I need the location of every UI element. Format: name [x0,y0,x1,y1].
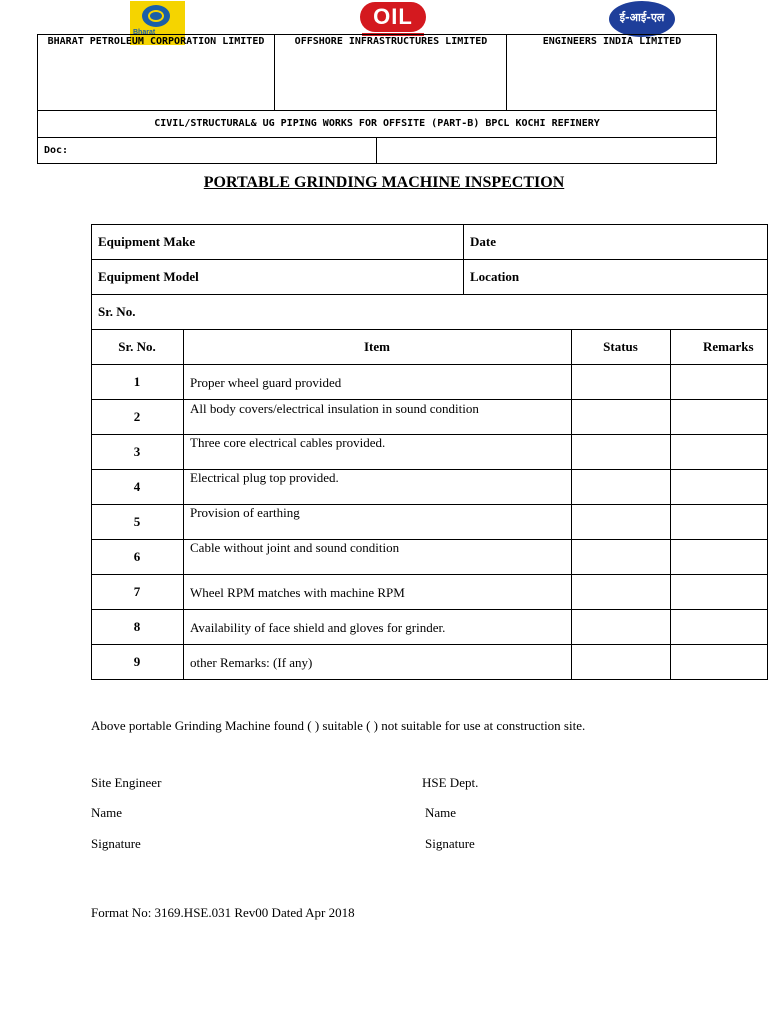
table-row-item: Three core electrical cables provided. [190,435,386,450]
oil-logo-icon [360,2,426,32]
location-label: Location [470,269,520,284]
column-header-item: Item [364,339,390,354]
table-row-number: 9 [133,654,141,669]
column-header-sr: Sr. No. [118,339,156,354]
oil-logo-text: OIL [373,4,413,29]
site-engineer-signature-label: Signature [91,836,141,851]
company-oil: OFFSHORE INFRASTRUCTURES LIMITED [294,36,488,47]
date-label: Date [470,234,496,249]
eil-logo-text: ई-आई-एल [619,11,665,24]
format-number: Format No: 3169.HSE.031 Rev00 Dated Apr 2018 [91,905,355,920]
company-eil: ENGINEERS INDIA LIMITED [542,36,682,47]
hse-dept-label: HSE Dept. [422,775,479,790]
header-divider [506,34,507,110]
company-bpcl: BHARAT PETROLEUM CORPORATION LIMITED [47,36,265,47]
table-row-number: 4 [133,479,141,494]
hse-name-label: Name [425,805,457,820]
table-row-number: 6 [133,549,141,564]
table-row-item: Electrical plug top provided. [190,470,339,485]
project-title: CIVIL/STRUCTURAL& UG PIPING WORKS FOR OFFSITE (PART-B) BPCL KOCHI REFINERY [154,118,600,129]
equipment-model-label: Equipment Model [98,269,199,284]
table-row-item: Availability of face shield and gloves for grinder. [190,620,446,635]
table-row-number: 3 [133,444,141,459]
table-row-item: All body covers/electrical insulation in sound condition [190,401,479,416]
table-row-number: 7 [133,584,141,599]
table-row-item: Cable without joint and sound condition [190,540,400,555]
hse-signature-label: Signature [425,836,475,851]
table-row-number: 5 [133,514,141,529]
site-engineer-name-label: Name [91,805,123,820]
table-row-number: 8 [133,619,141,634]
site-engineer-label: Site Engineer [91,775,162,790]
header-divider [37,110,717,111]
eil-logo-icon [609,1,675,37]
header-divider [37,137,717,138]
column-header-remarks: Remarks [703,339,754,354]
header-table [37,34,717,164]
table-row-number: 2 [133,409,141,424]
table-row-item: Proper wheel guard provided [190,375,342,390]
page-title: PORTABLE GRINDING MACHINE INSPECTION [203,174,565,191]
bpcl-logo-text: Bharat [133,29,156,36]
table-row-number: 1 [133,374,141,389]
sr-no-field-label: Sr. No. [98,304,136,319]
equipment-make-label: Equipment Make [98,234,196,249]
doc-label: Doc: [44,145,69,156]
header-divider [376,137,377,164]
suitability-statement: Above portable Grinding Machine found ( ) suitable ( ) not suitable for use at construction site. [91,718,586,733]
table-row-item: other Remarks: (If any) [190,655,313,670]
header-divider [274,34,275,110]
table-row-item: Wheel RPM matches with machine RPM [190,585,405,600]
column-header-status: Status [603,339,638,354]
table-row-item: Provision of earthing [190,505,300,520]
